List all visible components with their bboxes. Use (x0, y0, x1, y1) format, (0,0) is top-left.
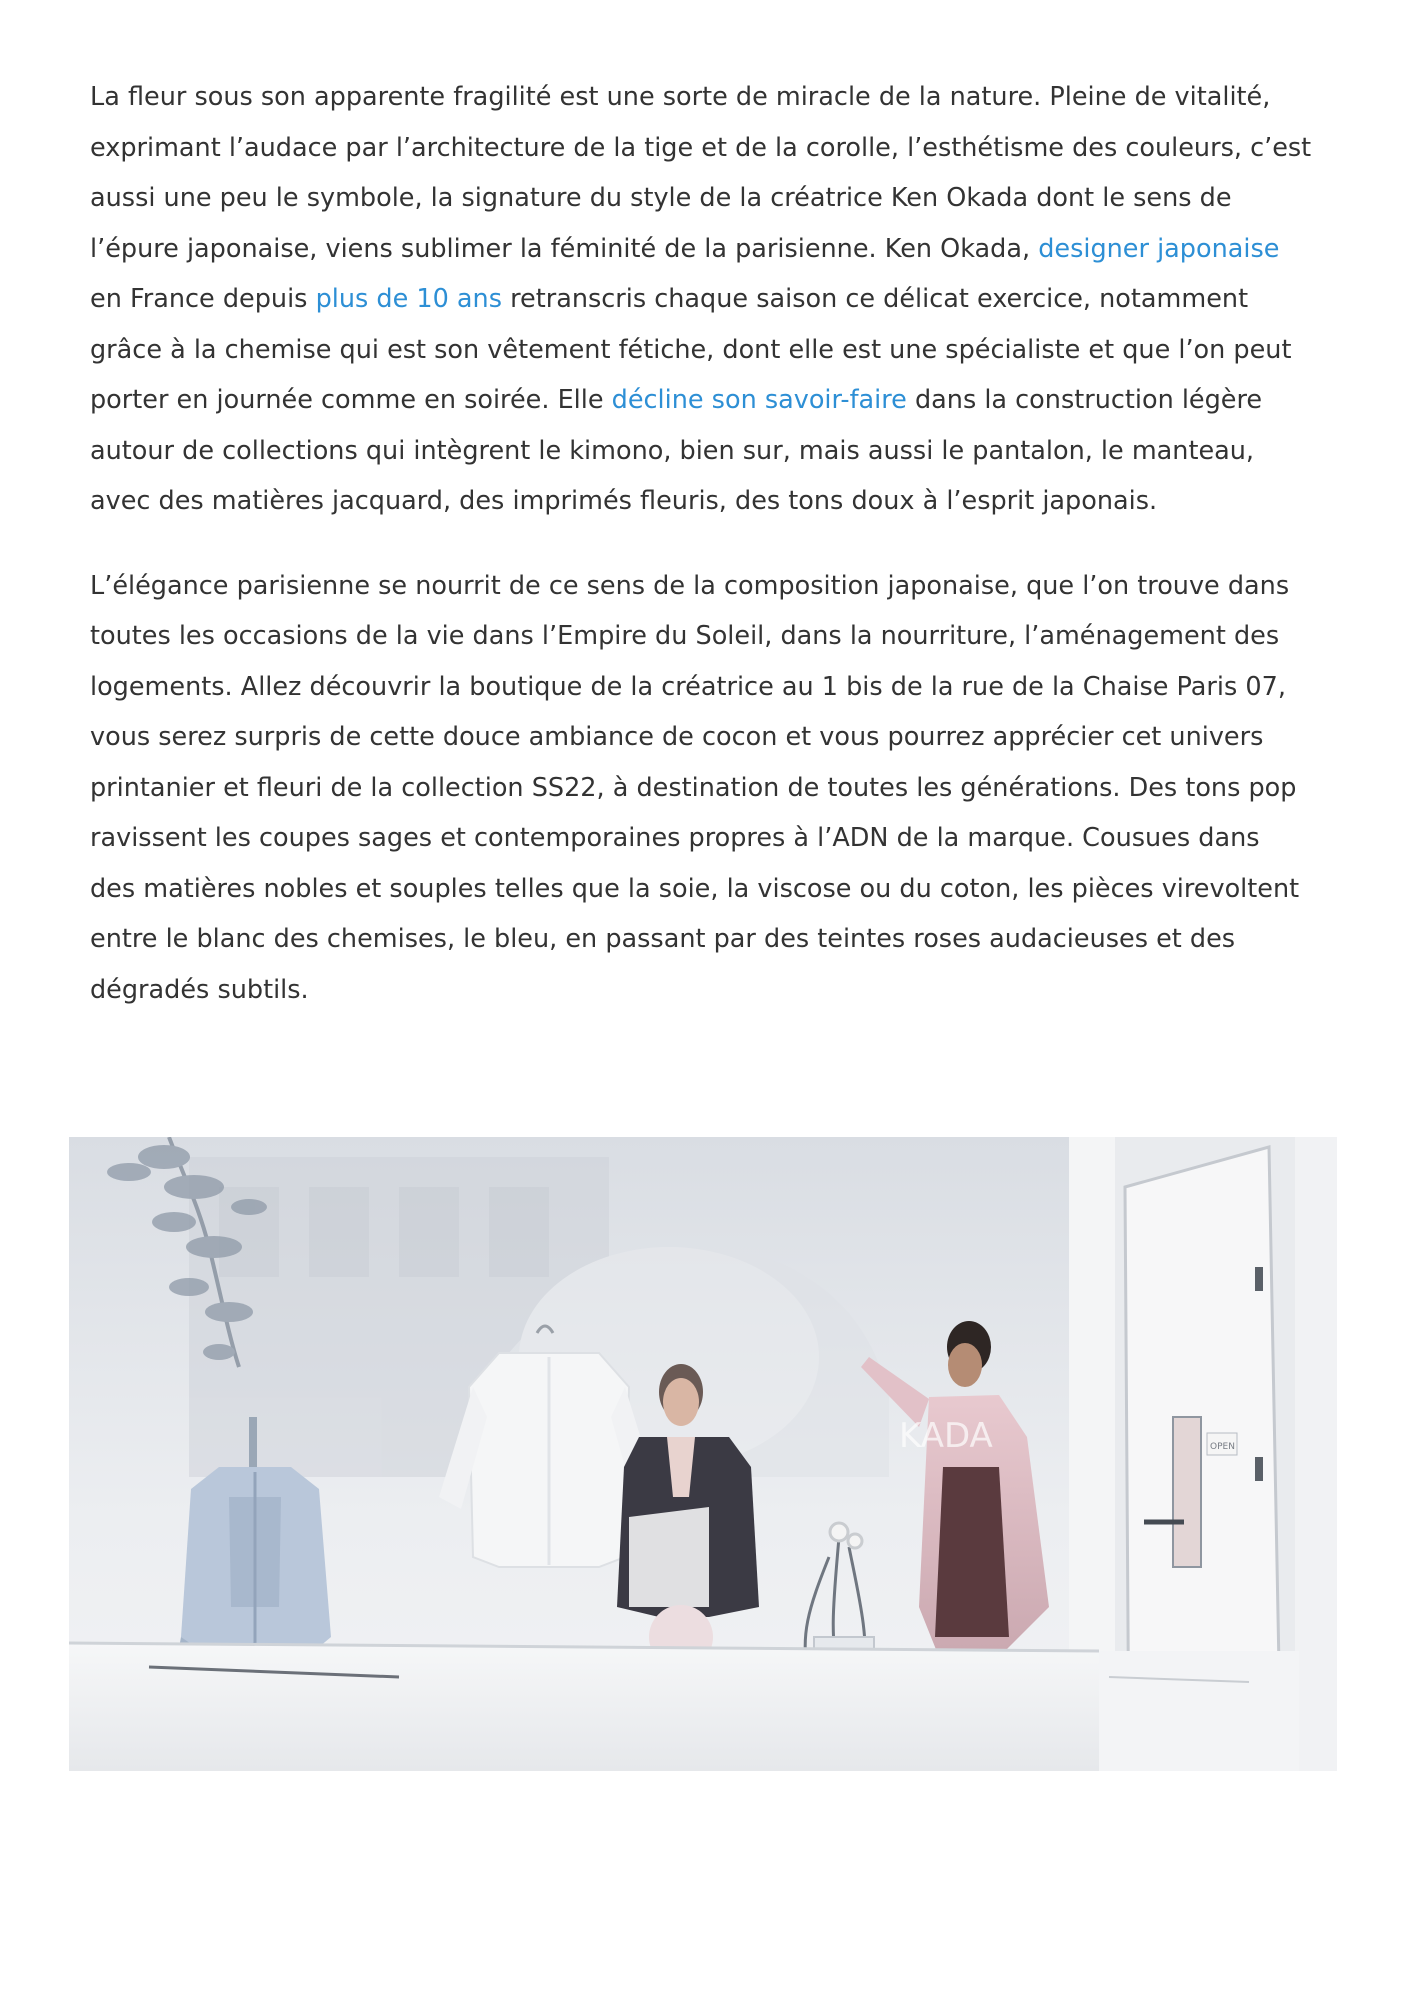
link-plus-de-10-ans[interactable]: plus de 10 ans (315, 284, 502, 314)
text-line: autour de collections qui intègrent le kimono, bien sur, mais aussi le pantalon, le manteau, (90, 435, 1255, 466)
paragraph-boutique (90, 561, 1340, 1016)
text-segment: porter en journée comme en soirée. Elle (90, 385, 612, 415)
text-line (90, 274, 1340, 325)
text-line: avec des matières jacquard, des imprimés fleuris, des tons doux à l’esprit japonais. (90, 486, 1158, 516)
window-lettering: KADA (899, 1416, 993, 1456)
text-segment: en France depuis (90, 284, 316, 314)
text-line: dégradés subtils. (90, 974, 309, 1005)
paragraph-intro (90, 72, 1340, 527)
text-line (90, 224, 1340, 275)
text-line: ravissent les coupes sages et contemporaines propres à l’ADN de la marque. Cousues dans (90, 823, 1260, 853)
text-line: grâce à la chemise qui est son vêtement fétiche, dont elle est une spécialiste et que l’on peut (90, 334, 1292, 365)
text-segment: l’épure japonaise, viens sublimer la féminité de la parisienne. Ken Okada, (90, 233, 1039, 264)
text-line: L’élégance parisienne se nourrit de ce sens de la composition japonaise, que l’on trouve dans (90, 570, 1290, 601)
window-sill (69, 1643, 1299, 1771)
text-line: entre le blanc des chemises, le bleu, en passant par des teintes roses audacieuses et des (90, 924, 1236, 954)
boutique-window-photo (69, 1137, 1337, 1771)
text-line: toutes les occasions de la vie dans l’Empire du Soleil, dans la nourriture, l’aménagement des (90, 621, 1280, 651)
text-segment: dans la construction légère (906, 385, 1263, 415)
text-line: vous serez surpris de cette douce ambiance de cocon et vous pourrez apprécier cet univers (90, 722, 1264, 752)
link-designer-japonaise[interactable]: designer japonaise (1038, 233, 1280, 264)
article-body (90, 72, 1340, 1049)
link-decline-savoir-faire[interactable]: décline son savoir-faire (611, 385, 907, 415)
text-line: exprimant l’audace par l’architecture de la tige et de la corolle, l’esthétisme des couleurs, c’est (90, 132, 1312, 163)
text-line: aussi une peu le symbole, la signature du style de la créatrice Ken Okada dont le sens de (90, 183, 1232, 213)
text-line: La fleur sous son apparente fragilité est une sorte de miracle de la nature. Pleine de vitalité, (90, 82, 1271, 112)
text-line (90, 375, 1340, 426)
text-line: printanier et fleuri de la collection SS22, à destination de toutes les générations. Des tons pop (90, 772, 1297, 803)
photo-illustration (69, 1137, 1337, 1771)
text-line: logements. Allez découvrir la boutique de la créatrice au 1 bis de la rue de la Chaise Paris 07, (90, 671, 1286, 702)
open-sign: OPEN (1210, 1442, 1235, 1452)
text-segment: retranscris chaque saison ce délicat exercice, notamment (502, 284, 1249, 314)
text-line: des matières nobles et souples telles que la soie, la viscose ou du coton, les pièces virevoltent (90, 873, 1300, 904)
